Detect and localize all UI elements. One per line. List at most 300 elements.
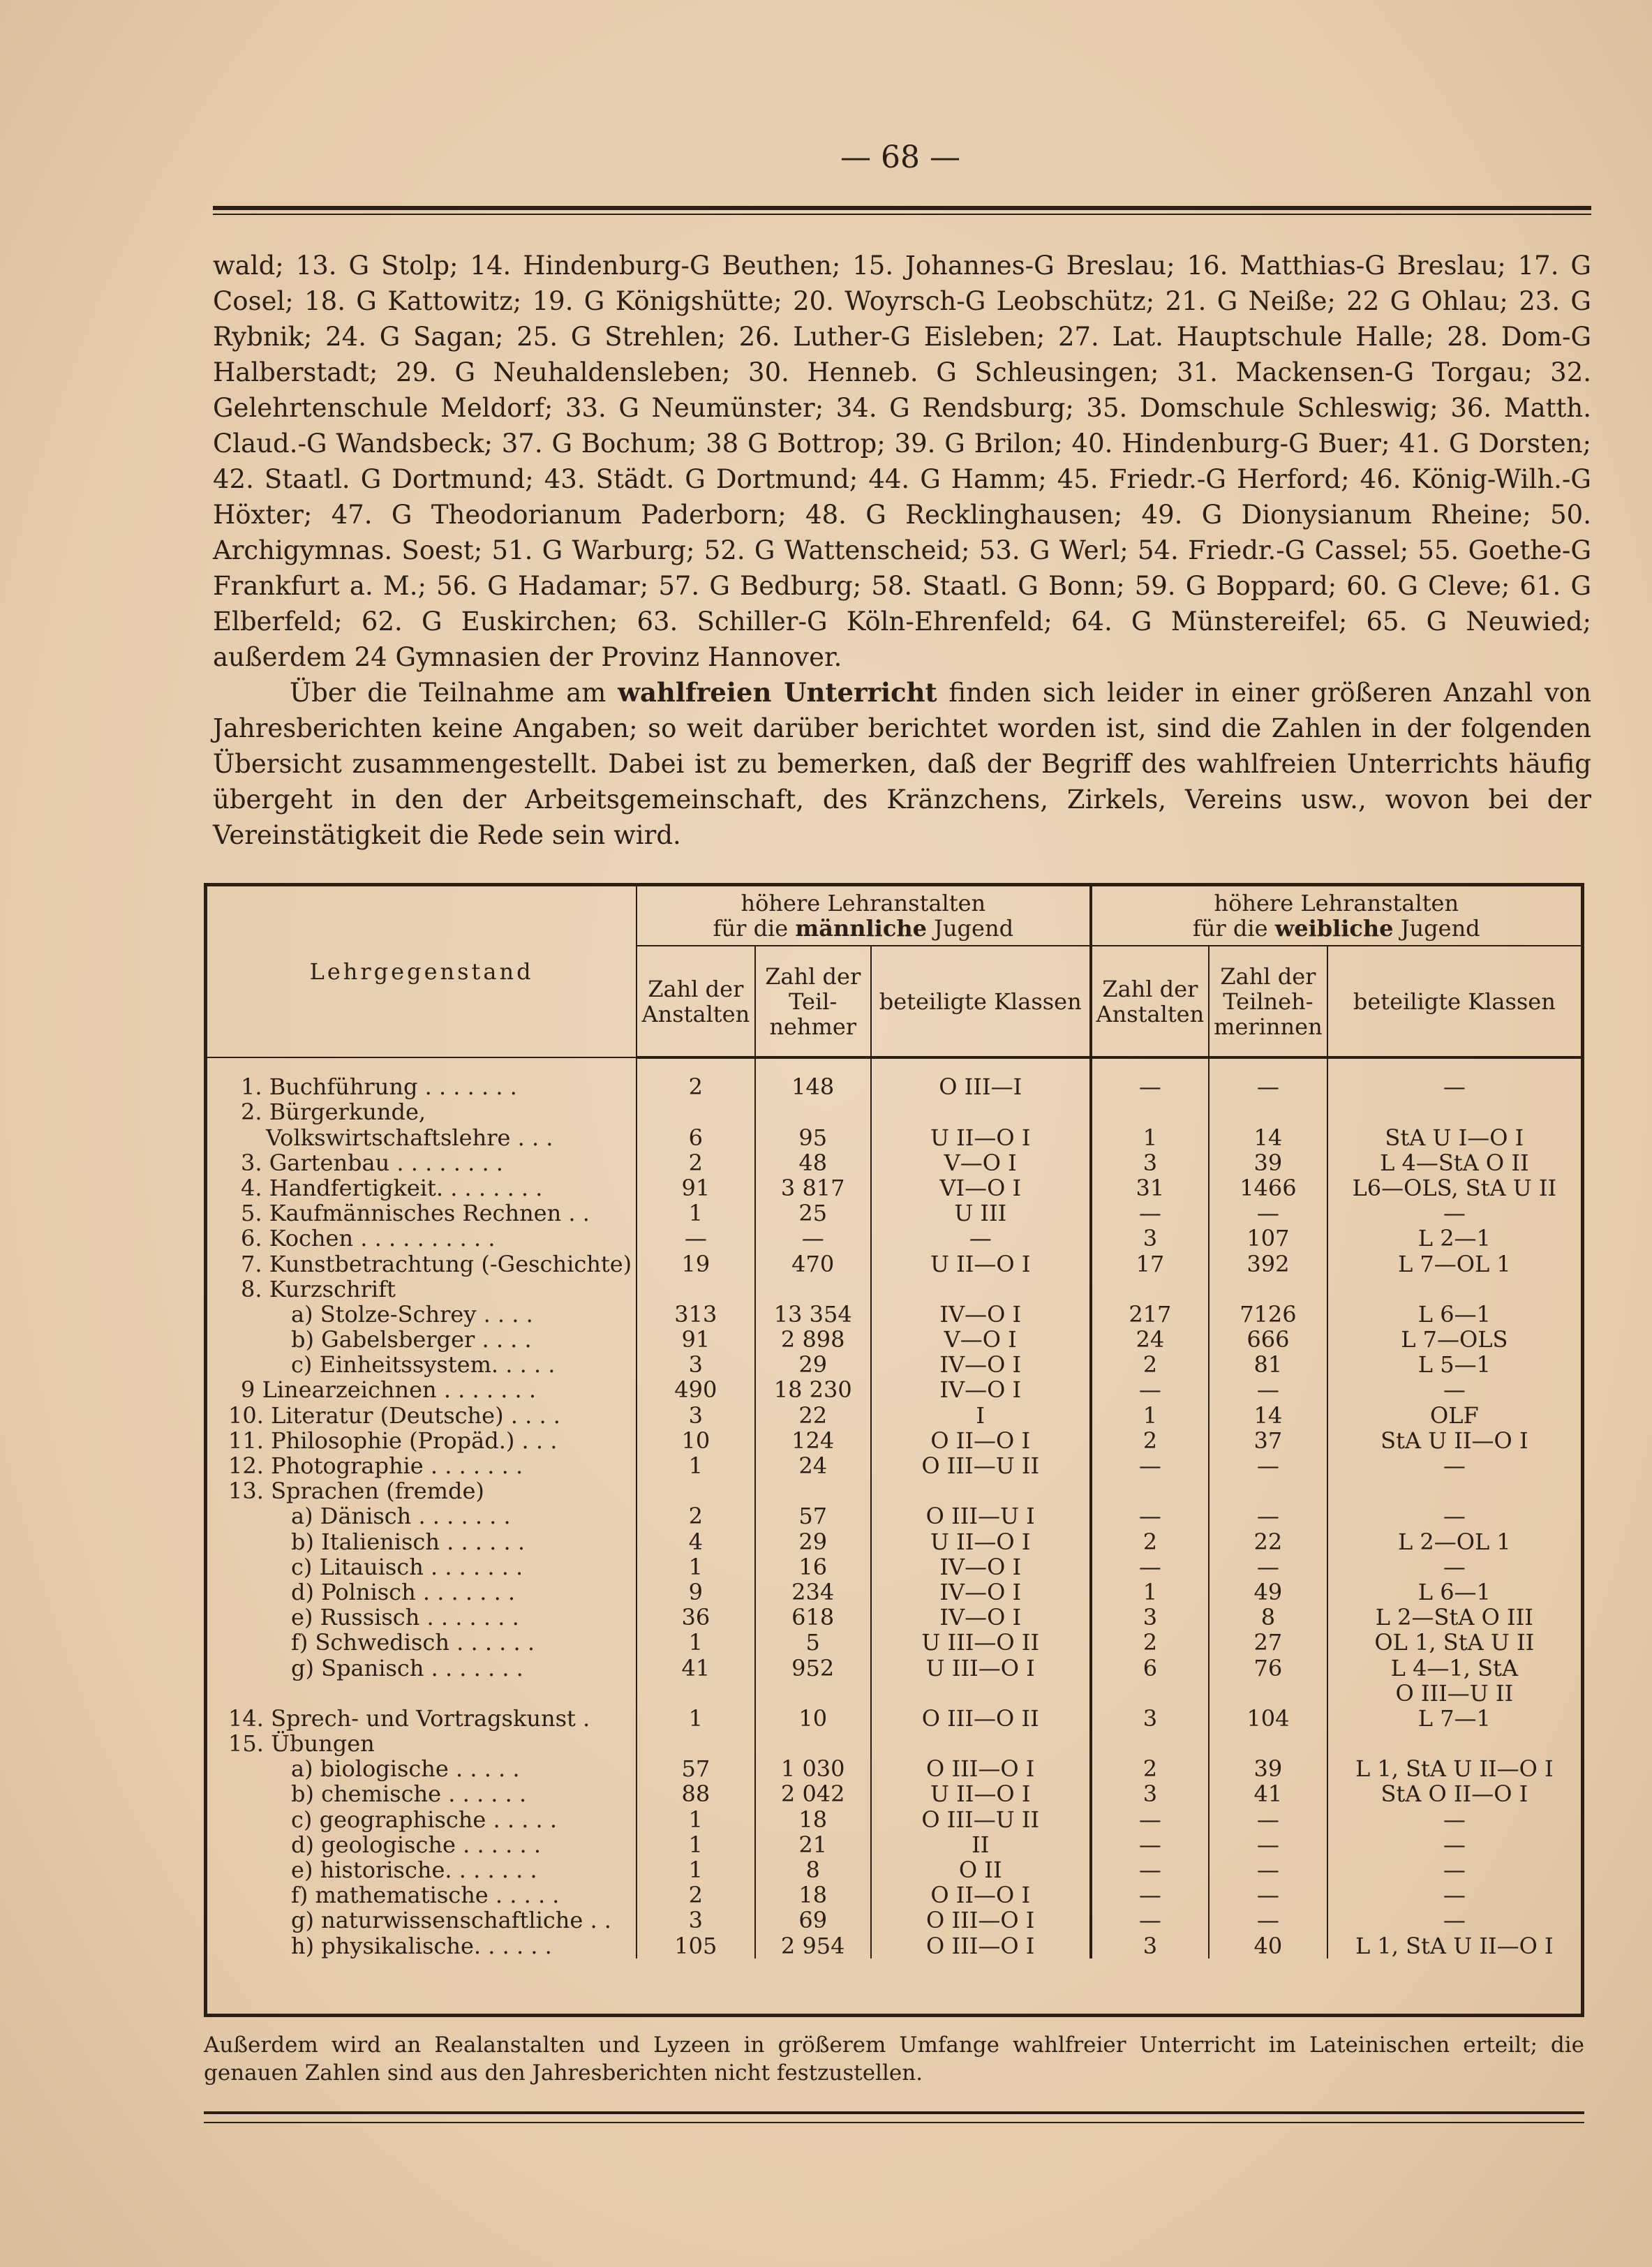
female-participants-cell (1209, 1099, 1327, 1124)
subject-cell: 8. Kurzschrift (207, 1277, 637, 1302)
female-institutions-cell: 17 (1091, 1251, 1210, 1276)
female-classes-header: beteiligte Klassen (1327, 946, 1581, 1057)
subject-cell: 14. Sprech- und Vortragskunst . (207, 1706, 637, 1731)
male-classes-cell: O II—O I (871, 1882, 1091, 1908)
female-participants-cell: — (1209, 1857, 1327, 1882)
table-row (207, 1908, 1581, 1933)
male-participants-cell: 18 (755, 1882, 871, 1908)
subject-cell: e) Russisch . . . . . . . (207, 1605, 637, 1630)
female-participants-cell: — (1209, 1908, 1327, 1933)
male-institutions-cell: 91 (637, 1175, 754, 1201)
page-number: — 68 — (840, 140, 960, 175)
table-row (207, 1377, 1581, 1402)
table-footnote: Außerdem wird an Realanstalten und Lyzeen in größerem Umfange wahlfreier Unterricht im Lateinischen erteilt; die genauen Zahlen sind aus den Jahresberichten nicht festzustellen. (204, 2032, 1584, 2086)
female-institutions-cell: — (1091, 1806, 1210, 1831)
female-institutions-cell (1091, 1478, 1210, 1503)
female-classes-cell: — (1443, 1553, 1466, 1580)
male-institutions-cell: 1 (637, 1201, 754, 1226)
male-classes-cell: I (871, 1402, 1091, 1427)
male-classes-cell: O III—O II (871, 1706, 1091, 1731)
male-group-line2-start: für die (713, 915, 796, 942)
table-row (207, 1327, 1581, 1352)
female-participants-cell: 14 (1209, 1402, 1327, 1427)
male-group-header (637, 886, 1090, 946)
subject-cell: 4. Handfertigkeit. . . . . . . . (207, 1175, 637, 1201)
female-institutions-cell: 2 (1091, 1630, 1210, 1655)
female-classes-cell: L 2—OL 1 (1397, 1528, 1511, 1555)
male-participants-cell: 952 (755, 1655, 871, 1680)
female-participants-cell: 1466 (1209, 1175, 1327, 1201)
female-institutions-cell (1091, 1731, 1210, 1756)
male-institutions-cell: 19 (637, 1251, 754, 1276)
subject-cell: 15. Übungen (207, 1731, 637, 1756)
subject-cell: b) Italienisch . . . . . . (207, 1529, 637, 1554)
male-institutions-cell: 91 (637, 1327, 754, 1352)
male-participants-cell: 124 (755, 1428, 871, 1453)
female-participants-cell: — (1209, 1503, 1327, 1529)
male-classes-cell: IV—O I (871, 1352, 1091, 1377)
female-participants-cell: 37 (1209, 1428, 1327, 1453)
male-participants-cell: 18 230 (755, 1377, 871, 1402)
male-participants-cell: 48 (755, 1150, 871, 1175)
table-body (207, 1057, 1581, 1958)
female-classes-cell: StA U II—O I (1381, 1427, 1528, 1454)
female-participants-cell: 76 (1209, 1655, 1327, 1680)
male-participants-cell: 25 (755, 1201, 871, 1226)
male-institutions-cell: 2 (637, 1503, 754, 1529)
male-institutions-cell: 2 (637, 1074, 754, 1099)
female-institutions-cell: 3 (1091, 1933, 1210, 1958)
female-institutions-cell: — (1091, 1453, 1210, 1478)
female-institutions-cell: 1 (1091, 1402, 1210, 1427)
female-classes-cell: L 7—1 (1417, 1704, 1491, 1732)
female-classes-cell: — (1443, 1376, 1466, 1404)
male-group-line1: höhere Lehranstalten (741, 890, 986, 916)
male-classes-cell: O III—O I (871, 1933, 1091, 1958)
subject-cell: 1. Buchführung . . . . . . . (207, 1074, 637, 1099)
header-rule (213, 206, 1591, 210)
male-participants-cell: 29 (755, 1352, 871, 1377)
female-group-emphasis: weibliche (1274, 915, 1394, 942)
male-classes-cell: U II—O I (871, 1529, 1091, 1554)
male-participants-cell: 3 817 (755, 1175, 871, 1201)
male-institutions-cell (637, 1681, 754, 1706)
male-institutions-cell (637, 1478, 754, 1503)
female-institutions-cell: 3 (1091, 1226, 1210, 1251)
table-row (207, 1681, 1581, 1706)
subject-cell: e) historische. . . . . . . (207, 1857, 637, 1882)
table-row (207, 1302, 1581, 1327)
female-classes-cell: — (1443, 1452, 1466, 1479)
table-row (207, 1882, 1581, 1908)
female-participants-cell: 107 (1209, 1226, 1327, 1251)
table-spacer-row (207, 1057, 1581, 1074)
table-row (207, 1933, 1581, 1958)
male-classes-cell: IV—O I (871, 1580, 1091, 1605)
male-classes-cell: U III—O II (871, 1630, 1091, 1655)
subject-cell: h) physikalische. . . . . . (207, 1933, 637, 1958)
subject-cell: c) Litauisch . . . . . . . (207, 1554, 637, 1580)
table-row (207, 1099, 1581, 1124)
male-participants-cell: 69 (755, 1908, 871, 1933)
male-institutions-cell: 313 (637, 1302, 754, 1327)
male-institutions-cell: 1 (637, 1832, 754, 1857)
male-institutions-cell: 10 (637, 1428, 754, 1453)
female-classes-cell: — (1443, 1073, 1466, 1101)
male-classes-cell (871, 1099, 1091, 1124)
male-participants-cell: 21 (755, 1832, 871, 1857)
male-classes-cell: O II (871, 1857, 1091, 1882)
intro-paragraph (213, 675, 1591, 853)
female-participants-cell: — (1209, 1453, 1327, 1478)
male-participants-cell: 13 354 (755, 1302, 871, 1327)
male-participants-header: Zahl der Teil-nehmer (755, 946, 871, 1057)
female-classes-cell: OL 1, StA U II (1374, 1629, 1535, 1656)
female-institutions-cell: 2 (1091, 1529, 1210, 1554)
school-list-paragraph: wald; 13. G Stolp; 14. Hindenburg-G Beuthen; 15. Johannes-G Breslau; 16. Matthias-G Breslau; 17. G Cosel; 18. G Kattowitz; 19. G Königshütte; 20. Woyrsch-G Leobschütz; 21. G Neiße; 22 G Ohlau; 23. G Rybnik; 24. G Sagan; 25. G Strehlen; 26. Luther-G Eisleben; 27. Lat. Hauptschule Halle; 28. Dom-G Halberstadt; 29. G Neuhaldensleben; 30. Henneb. G Schleusingen; 31. Mackensen-G Torgau; 32. Gelehrtenschule Meldorf; 33. G Neumünster; 34. G Rendsburg; 35. Domschule Schleswig; 36. Matth. Claud.-G Wandsbeck; 37. G Bochum; 38 G Bottrop; 39. G Brilon; 40. Hindenburg-G Buer; 41. G Dorsten; 42. Staatl. G Dortmund; 43. Städt. G Dortmund; 44. G Hamm; 45. Friedr.-G Herford; 46. König-Wilh.-G Höxter; 47. G Theodorianum Paderborn; 48. G Recklinghausen; 49. G Dionysianum Rheine; 50. Archigymnas. Soest; 51. G Warburg; 52. G Wattenscheid; 53. G Werl; 54. Friedr.-G Cassel; 55. Goethe-G Frankfurt a. M.; 56. G Hadamar; 57. G Bedburg; 58. Staatl. G Bonn; 59. G Boppard; 60. G Cleve; 61. G Elberfeld; 62. G Euskirchen; 63. Schiller-G Köln-Ehrenfeld; 64. G Münstereifel; 65. G Neuwied; außerdem 24 Gymnasien der Provinz Hannover. (213, 251, 1591, 672)
male-participants-cell (755, 1478, 871, 1503)
female-institutions-cell: 3 (1091, 1781, 1210, 1806)
female-classes-cell: L 5—1 (1417, 1351, 1491, 1378)
female-participants-cell: 49 (1209, 1580, 1327, 1605)
female-participants-cell: 7126 (1209, 1302, 1327, 1327)
female-participants-cell: 39 (1209, 1756, 1327, 1781)
female-participants-cell: 392 (1209, 1251, 1327, 1276)
female-classes-cell: L 2—1 (1417, 1225, 1491, 1252)
male-institutions-cell: 4 (637, 1529, 754, 1554)
female-institutions-cell: — (1091, 1201, 1210, 1226)
table-row (207, 1453, 1581, 1478)
male-classes-cell: O III—O I (871, 1756, 1091, 1781)
female-institutions-header: Zahl der Anstalten (1091, 946, 1210, 1057)
male-participants-cell: — (755, 1226, 871, 1251)
male-classes-cell: IV—O I (871, 1377, 1091, 1402)
female-institutions-cell (1091, 1099, 1210, 1124)
female-participants-cell: 27 (1209, 1630, 1327, 1655)
table-row (207, 1251, 1581, 1276)
table-row (207, 1655, 1581, 1680)
table-row (207, 1428, 1581, 1453)
table-row (207, 1074, 1581, 1099)
male-participants-cell: 10 (755, 1706, 871, 1731)
female-participants-cell (1209, 1277, 1327, 1302)
subject-cell: a) Dänisch . . . . . . . (207, 1503, 637, 1529)
male-classes-cell (871, 1277, 1091, 1302)
female-institutions-cell: — (1091, 1908, 1210, 1933)
female-classes-cell: — (1443, 1882, 1466, 1909)
table-row (207, 1554, 1581, 1580)
subject-cell: 5. Kaufmännisches Rechnen . . (207, 1201, 637, 1226)
male-participants-cell: 2 898 (755, 1327, 871, 1352)
male-participants-cell: 29 (755, 1529, 871, 1554)
female-classes-cell: L 6—1 (1417, 1578, 1491, 1605)
subject-cell: 10. Literatur (Deutsche) . . . . (207, 1402, 637, 1427)
male-classes-cell: U II—O I (871, 1251, 1091, 1276)
table-row (207, 1124, 1581, 1150)
subject-cell: 7. Kunstbetrachtung (-Geschichte) (207, 1251, 637, 1276)
female-participants-cell: — (1209, 1554, 1327, 1580)
subject-cell: 2. Bürgerkunde, (207, 1099, 637, 1124)
female-participants-cell: 41 (1209, 1781, 1327, 1806)
male-institutions-cell: 88 (637, 1781, 754, 1806)
female-institutions-cell: 6 (1091, 1655, 1210, 1680)
male-classes-cell (871, 1731, 1091, 1756)
male-group-emphasis: männliche (795, 915, 927, 942)
table-row (207, 1529, 1581, 1554)
male-participants-cell: 1 030 (755, 1756, 871, 1781)
female-participants-cell: 40 (1209, 1933, 1327, 1958)
female-institutions-cell: 3 (1091, 1706, 1210, 1731)
male-institutions-cell: 9 (637, 1580, 754, 1605)
male-participants-cell: 18 (755, 1806, 871, 1831)
female-institutions-cell: 217 (1091, 1302, 1210, 1327)
male-institutions-cell (637, 1099, 754, 1124)
subject-cell: d) geologische . . . . . . (207, 1832, 637, 1857)
table-row (207, 1503, 1581, 1529)
subject-cell: f) mathematische . . . . . (207, 1882, 637, 1908)
male-participants-cell: 95 (755, 1124, 871, 1150)
table-row (207, 1630, 1581, 1655)
body-text (213, 248, 1591, 853)
female-classes-cell (1327, 1478, 1581, 1503)
subject-cell: 6. Kochen . . . . . . . . . . (207, 1226, 637, 1251)
male-classes-cell (871, 1478, 1091, 1503)
subject-cell: a) biologische . . . . . (207, 1756, 637, 1781)
table-row (207, 1352, 1581, 1377)
male-classes-cell: V—O I (871, 1327, 1091, 1352)
female-institutions-cell: 24 (1091, 1327, 1210, 1352)
female-institutions-cell: — (1091, 1554, 1210, 1580)
female-institutions-cell: 31 (1091, 1175, 1210, 1201)
female-participants-cell (1209, 1478, 1327, 1503)
male-institutions-cell (637, 1731, 754, 1756)
female-classes-cell: — (1443, 1200, 1466, 1227)
female-classes-cell: OLF (1429, 1402, 1479, 1429)
male-institutions-cell: 57 (637, 1756, 754, 1781)
header-rule-thin (213, 214, 1591, 215)
female-institutions-cell: 3 (1091, 1605, 1210, 1630)
table-row (207, 1226, 1581, 1251)
male-institutions-cell: 36 (637, 1605, 754, 1630)
subject-cell: g) naturwissenschaftliche . . (207, 1908, 637, 1933)
male-participants-cell: 2 954 (755, 1933, 871, 1958)
female-classes-cell: StA U I—O I (1385, 1124, 1524, 1151)
table-row (207, 1832, 1581, 1857)
female-classes-cell: O III—U II (1395, 1679, 1514, 1707)
male-classes-cell: U III—O I (871, 1655, 1091, 1680)
female-participants-cell: — (1209, 1377, 1327, 1402)
male-participants-cell: 16 (755, 1554, 871, 1580)
female-classes-cell: L 4—1, StA (1390, 1654, 1519, 1681)
female-institutions-cell: 2 (1091, 1352, 1210, 1377)
male-classes-cell: IV—O I (871, 1554, 1091, 1580)
male-classes-cell (871, 1681, 1091, 1706)
female-classes-cell: L 7—OLS (1401, 1326, 1508, 1353)
male-participants-cell: 2 042 (755, 1781, 871, 1806)
female-classes-cell (1327, 1277, 1581, 1302)
female-institutions-cell: — (1091, 1832, 1210, 1857)
male-institutions-cell: 1 (637, 1554, 754, 1580)
male-institutions-cell: 490 (637, 1377, 754, 1402)
male-classes-cell: O II—O I (871, 1428, 1091, 1453)
subject-cell: 9 Linearzeichnen . . . . . . . (207, 1377, 637, 1402)
male-classes-cell: VI—O I (871, 1175, 1091, 1201)
table-row (207, 1806, 1581, 1831)
female-participants-cell: — (1209, 1074, 1327, 1099)
male-institutions-cell: 6 (637, 1124, 754, 1150)
male-classes-cell: O III—U II (871, 1453, 1091, 1478)
subject-cell: 12. Photographie . . . . . . . (207, 1453, 637, 1478)
intro-emphasis: wahlfreien Unterricht (618, 677, 937, 708)
subject-cell: 11. Philosophie (Propäd.) . . . (207, 1428, 637, 1453)
female-classes-cell: — (1443, 1503, 1466, 1530)
female-institutions-cell: — (1091, 1377, 1210, 1402)
male-classes-cell: — (871, 1226, 1091, 1251)
male-participants-cell: 5 (755, 1630, 871, 1655)
male-institutions-cell: 1 (637, 1453, 754, 1478)
male-institutions-header: Zahl der Anstalten (637, 946, 754, 1057)
male-institutions-cell: — (637, 1226, 754, 1251)
male-group-line2-end: Jugend (926, 915, 1014, 942)
table-row (207, 1605, 1581, 1630)
table-row (207, 1706, 1581, 1731)
female-participants-header: Zahl der Teilneh-merinnen (1209, 946, 1327, 1057)
statistics-table-frame (204, 883, 1584, 2017)
male-classes-cell: U III (871, 1201, 1091, 1226)
female-classes-cell: L 1, StA U II—O I (1355, 1932, 1554, 1959)
female-participants-cell: — (1209, 1832, 1327, 1857)
subject-cell: a) Stolze-Schrey . . . . (207, 1302, 637, 1327)
male-classes-cell: U II—O I (871, 1781, 1091, 1806)
male-classes-header: beteiligte Klassen (871, 946, 1091, 1057)
male-participants-cell: 470 (755, 1251, 871, 1276)
male-participants-cell (755, 1099, 871, 1124)
female-institutions-cell: — (1091, 1503, 1210, 1529)
female-institutions-cell: 2 (1091, 1428, 1210, 1453)
female-institutions-cell: 3 (1091, 1150, 1210, 1175)
table-row (207, 1201, 1581, 1226)
table-row (207, 1402, 1581, 1427)
female-institutions-cell: 1 (1091, 1124, 1210, 1150)
female-participants-cell: 14 (1209, 1124, 1327, 1150)
female-participants-cell: — (1209, 1882, 1327, 1908)
female-institutions-cell: — (1091, 1882, 1210, 1908)
female-group-line2-start: für die (1192, 915, 1275, 942)
female-classes-cell (1327, 1099, 1581, 1124)
subject-column-header: Lehrgegenstand (207, 886, 637, 1057)
male-institutions-cell: 1 (637, 1806, 754, 1831)
male-participants-cell: 148 (755, 1074, 871, 1099)
table-row (207, 1277, 1581, 1302)
table-row (207, 1756, 1581, 1781)
female-participants-cell: 81 (1209, 1352, 1327, 1377)
male-institutions-cell: 2 (637, 1150, 754, 1175)
subject-cell: c) Einheitssystem. . . . . (207, 1352, 637, 1377)
female-participants-cell: — (1209, 1201, 1327, 1226)
male-classes-cell: O III—O I (871, 1908, 1091, 1933)
subject-cell: b) chemische . . . . . . (207, 1781, 637, 1806)
male-participants-cell: 24 (755, 1453, 871, 1478)
female-participants-cell: 8 (1209, 1605, 1327, 1630)
female-classes-cell: L6—OLS, StA U II (1352, 1174, 1557, 1201)
female-classes-cell: L 7—OL 1 (1397, 1250, 1511, 1277)
subject-cell: c) geographische . . . . . (207, 1806, 637, 1831)
table-row (207, 1580, 1581, 1605)
female-group-header (1091, 886, 1581, 946)
table-row (207, 1478, 1581, 1503)
female-classes-cell: L 2—StA O III (1375, 1604, 1533, 1631)
female-classes-cell: — (1443, 1831, 1466, 1858)
male-participants-cell: 234 (755, 1580, 871, 1605)
female-classes-cell: — (1443, 1857, 1466, 1883)
male-institutions-cell: 105 (637, 1933, 754, 1958)
intro-text-end: finden sich leider in einer größeren Anzahl von Jahresberichten keine Angaben; so weit darüber berichtet worden ist, sind die Zahlen in der folgenden Übersicht zusammengestellt. Dabei ist zu bemerken, daß der Begriff des wahlfreien Unterrichts häufig übergeht in den der Arbeitsgemeinschaft, des Kränzchens, Zirkels, Vereins usw., wovon bei der Vereinstätigkeit die Rede sein wird. (213, 678, 1591, 850)
male-institutions-cell: 1 (637, 1630, 754, 1655)
female-classes-cell: L 6—1 (1417, 1300, 1491, 1328)
female-participants-cell: — (1209, 1806, 1327, 1831)
female-participants-cell: 104 (1209, 1706, 1327, 1731)
female-group-line2-end: Jugend (1393, 915, 1480, 942)
male-classes-cell: O III—U I (871, 1503, 1091, 1529)
female-participants-cell (1209, 1731, 1327, 1756)
male-institutions-cell: 1 (637, 1706, 754, 1731)
female-classes-cell: L 4—StA O II (1380, 1149, 1529, 1176)
male-classes-cell: IV—O I (871, 1605, 1091, 1630)
female-classes-cell: — (1443, 1806, 1466, 1833)
female-participants-cell: 22 (1209, 1529, 1327, 1554)
male-institutions-cell (637, 1277, 754, 1302)
male-participants-cell: 8 (755, 1857, 871, 1882)
female-institutions-cell (1091, 1277, 1210, 1302)
female-institutions-cell: — (1091, 1857, 1210, 1882)
subject-cell: b) Gabelsberger . . . . (207, 1327, 637, 1352)
subject-cell: 13. Sprachen (fremde) (207, 1478, 637, 1503)
subject-cell (207, 1681, 637, 1706)
male-institutions-cell: 3 (637, 1352, 754, 1377)
female-group-line1: höhere Lehranstalten (1214, 890, 1459, 916)
male-institutions-cell: 2 (637, 1882, 754, 1908)
intro-text-start: Über die Teilnahme am (290, 678, 618, 708)
subject-cell: g) Spanisch . . . . . . . (207, 1655, 637, 1680)
male-participants-cell (755, 1731, 871, 1756)
female-institutions-cell: 1 (1091, 1580, 1210, 1605)
male-classes-cell: O III—U II (871, 1806, 1091, 1831)
female-participants-cell: 666 (1209, 1327, 1327, 1352)
female-classes-cell: L 1, StA U II—O I (1355, 1755, 1554, 1783)
female-classes-cell: StA O II—O I (1381, 1781, 1528, 1808)
male-institutions-cell: 3 (637, 1908, 754, 1933)
male-classes-cell: O III—I (871, 1074, 1091, 1099)
table-row (207, 1781, 1581, 1806)
male-classes-cell: IV—O I (871, 1302, 1091, 1327)
male-classes-cell: U II—O I (871, 1124, 1091, 1150)
female-classes-cell (1327, 1731, 1581, 1756)
female-classes-cell: — (1443, 1907, 1466, 1934)
male-institutions-cell: 1 (637, 1857, 754, 1882)
male-institutions-cell: 41 (637, 1655, 754, 1680)
footer-rule (204, 2111, 1584, 2114)
female-participants-cell: 39 (1209, 1150, 1327, 1175)
subject-cell: d) Polnisch . . . . . . . (207, 1580, 637, 1605)
male-institutions-cell: 3 (637, 1402, 754, 1427)
male-participants-cell: 22 (755, 1402, 871, 1427)
table-row (207, 1731, 1581, 1756)
male-participants-cell (755, 1681, 871, 1706)
male-classes-cell: II (871, 1832, 1091, 1857)
female-institutions-cell: — (1091, 1074, 1210, 1099)
male-participants-cell (755, 1277, 871, 1302)
male-participants-cell: 57 (755, 1503, 871, 1529)
